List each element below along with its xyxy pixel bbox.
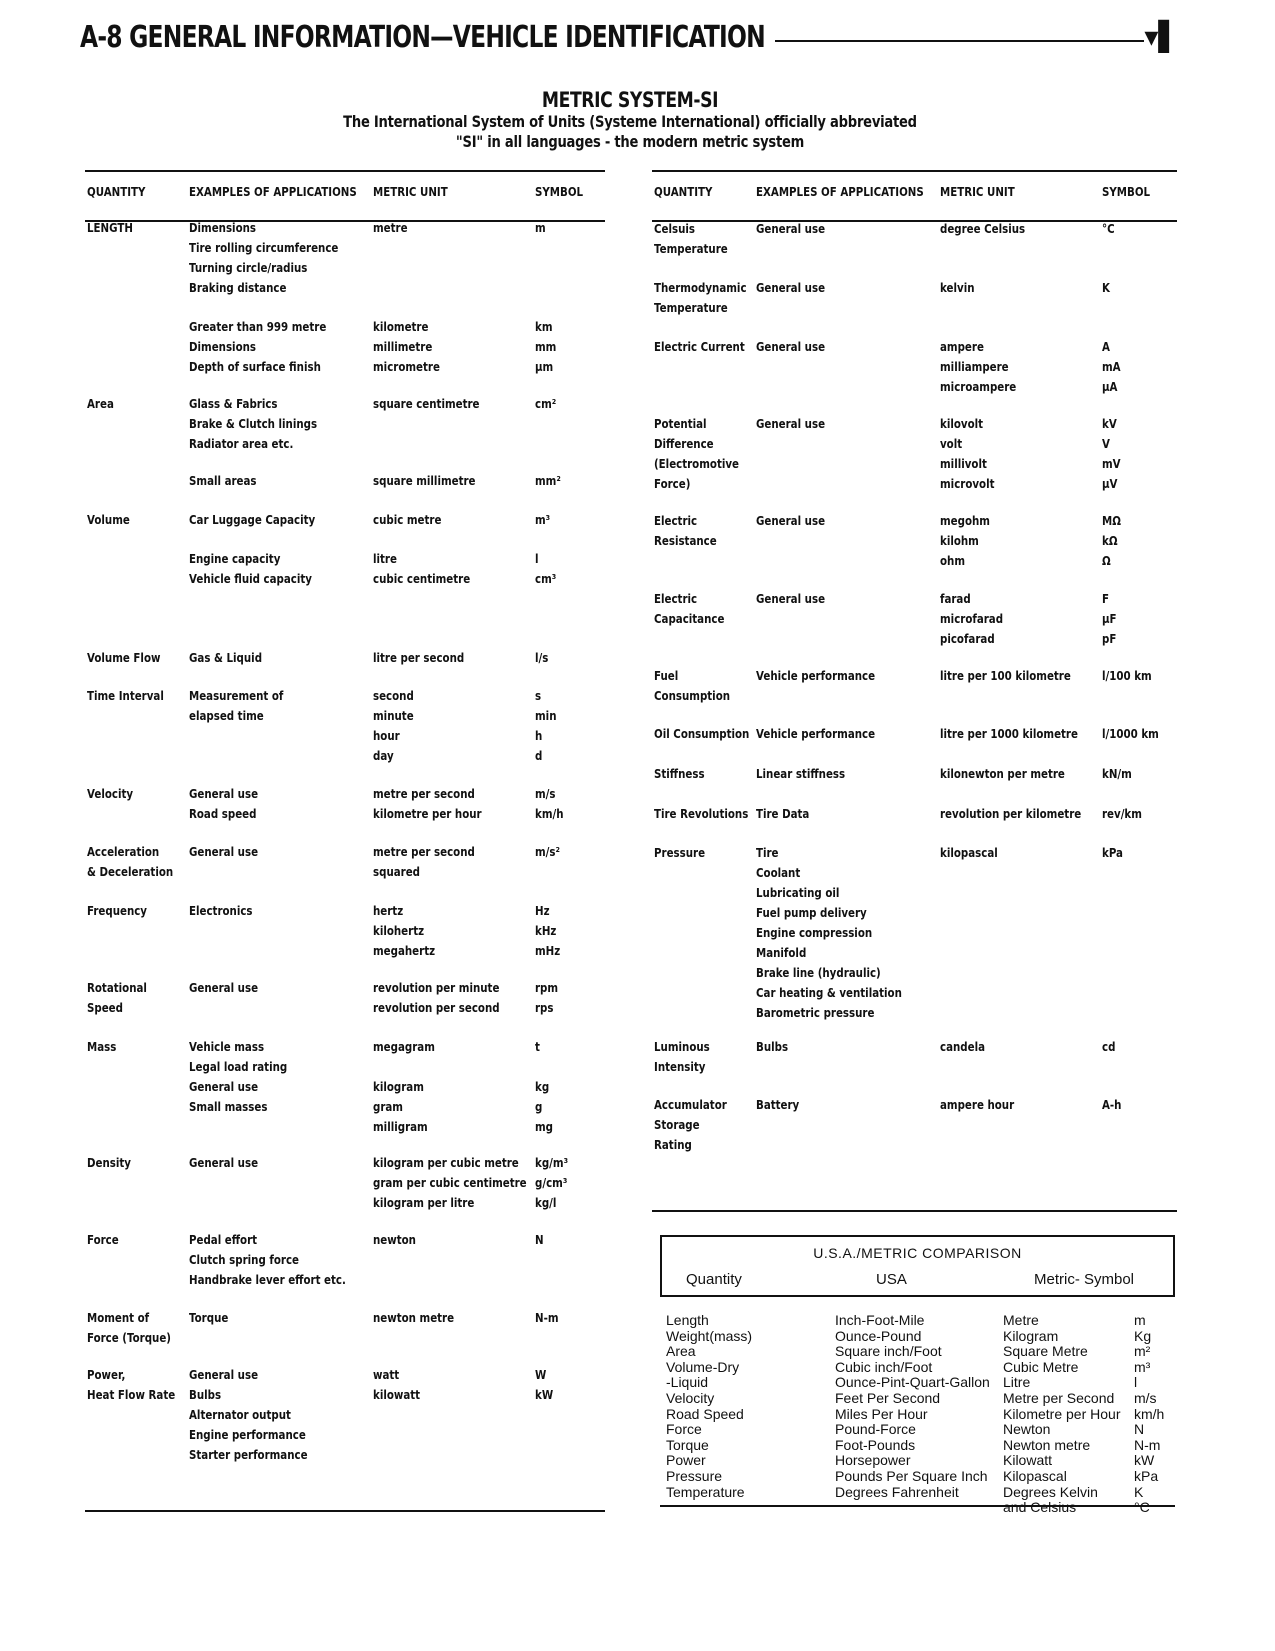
comparison-item: m/s xyxy=(1134,1389,1157,1406)
symbol-cell: m/s² xyxy=(535,844,561,859)
quantity-cell: Power, Heat Flow Rate xyxy=(87,1367,176,1402)
comparison-item: and Celsius xyxy=(1003,1499,1077,1516)
symbol-cell: mm² xyxy=(535,473,561,488)
quantity-cell: Potential Difference (Electromotive Force) xyxy=(654,416,739,491)
unit-cell: metre per second squared xyxy=(373,844,475,879)
col-quantity-header: QUANTITY xyxy=(654,184,713,199)
comparison-item: Cubic Metre xyxy=(1003,1358,1079,1375)
comparison-item: Area xyxy=(666,1343,696,1360)
examples-cell: General use xyxy=(756,416,826,431)
symbol-cell: t kg g mg xyxy=(535,1039,554,1134)
examples-cell: General use xyxy=(756,221,826,236)
comparison-head-usa: USA xyxy=(876,1271,907,1288)
section-subtitle-1: The International System of Units (Systeme International) officially abbreviated xyxy=(343,112,917,131)
comparison-header-box xyxy=(660,1235,1175,1297)
right-metric-table xyxy=(652,170,1177,1210)
symbol-cell: s min h d xyxy=(535,688,557,763)
examples-cell: Car Luggage Capacity xyxy=(189,512,316,527)
examples-cell: Linear stiffness xyxy=(756,766,846,781)
page-header xyxy=(80,20,1180,60)
header-rule xyxy=(775,40,1144,42)
quantity-cell: Force xyxy=(87,1232,119,1247)
comparison-item: Litre xyxy=(1003,1374,1031,1391)
symbol-cell: kPa xyxy=(1102,845,1123,860)
comparison-item: K xyxy=(1134,1483,1144,1500)
symbol-cell: l/s xyxy=(535,650,549,665)
symbol-cell: W kW xyxy=(535,1367,554,1402)
comparison-item: Weight(mass) xyxy=(666,1327,753,1344)
comparison-item: Volume-Dry xyxy=(666,1358,740,1375)
unit-cell: ampere milliampere microampere xyxy=(940,339,1017,394)
examples-cell: Torque xyxy=(189,1310,229,1325)
unit-cell: kilogram per cubic metre gram per cubic centimetre kilogram per litre xyxy=(373,1155,527,1210)
comparison-item: Pressure xyxy=(666,1467,723,1484)
symbol-cell: kg/m³ g/cm³ kg/l xyxy=(535,1155,569,1210)
comparison-item: Cubic inch/Foot xyxy=(835,1358,933,1375)
comparison-item: Horsepower xyxy=(835,1452,911,1469)
comparison-bottom-rule xyxy=(660,1505,1175,1507)
quantity-cell: Electric Resistance xyxy=(654,513,717,548)
quantity-cell: Moment of Force (Torque) xyxy=(87,1310,171,1345)
comparison-title: U.S.A./METRIC COMPARISON xyxy=(813,1245,1022,1261)
comparison-item: Foot-Pounds xyxy=(835,1436,916,1453)
comparison-item: Kilopascal xyxy=(1003,1467,1067,1484)
quantity-cell: Area xyxy=(87,396,114,411)
unit-cell: newton xyxy=(373,1232,416,1247)
comparison-item: Metre per Second xyxy=(1003,1389,1115,1406)
comparison-item: Force xyxy=(666,1421,702,1438)
comparison-item: Power xyxy=(666,1452,706,1469)
comparison-item: Square Metre xyxy=(1003,1343,1088,1360)
comparison-item: kPa xyxy=(1134,1467,1159,1484)
unit-cell: candela xyxy=(940,1039,986,1054)
symbol-cell: rev/km xyxy=(1102,806,1142,821)
quantity-cell: Stiffness xyxy=(654,766,705,781)
symbol-cell: F μF pF xyxy=(1102,591,1117,646)
title-block xyxy=(260,88,1000,152)
unit-cell: litre per 1000 kilometre xyxy=(940,726,1078,741)
quantity-cell: Oil Consumption xyxy=(654,726,750,741)
quantity-cell: Volume Flow xyxy=(87,650,161,665)
col-examples-header: EXAMPLES OF APPLICATIONS xyxy=(756,184,924,199)
col-quantity-header: QUANTITY xyxy=(87,184,146,199)
examples-cell: Electronics xyxy=(189,903,253,918)
examples-cell: General use xyxy=(756,591,826,606)
comparison-item: -Liquid xyxy=(666,1374,709,1391)
comparison-symbol-list xyxy=(1134,1313,1164,1516)
unit-cell: second minute hour day xyxy=(373,688,414,763)
unit-cell: litre per second xyxy=(373,650,465,665)
examples-cell: Gas & Liquid xyxy=(189,650,263,665)
unit-cell: square centimetre xyxy=(373,396,480,411)
comparison-head-metric: Metric- Symbol xyxy=(1034,1271,1135,1288)
examples-cell: Greater than 999 metre Dimensions Depth of surface finish xyxy=(189,319,327,374)
table-top-rule xyxy=(85,170,605,172)
col-unit-header: METRIC UNIT xyxy=(373,184,448,199)
col-unit-header: METRIC UNIT xyxy=(940,184,1015,199)
examples-cell: General use Bulbs Alternator output Engine performance Starter performance xyxy=(189,1367,308,1462)
comparison-item: N-m xyxy=(1134,1436,1161,1453)
comparison-item: l xyxy=(1134,1374,1138,1391)
quantity-cell: Density xyxy=(87,1155,131,1170)
examples-cell: Pedal effort Clutch spring force Handbrake lever effort etc. xyxy=(189,1232,346,1287)
examples-cell: Dimensions Tire rolling circumference Turning circle/radius Braking distance xyxy=(189,220,339,295)
symbol-cell: l/100 km xyxy=(1102,668,1152,683)
comparison-item: Kilometre per Hour xyxy=(1003,1405,1121,1422)
comparison-item: Miles Per Hour xyxy=(835,1405,928,1422)
quantity-cell: Thermodynamic Temperature xyxy=(654,280,747,315)
table-bottom-rule xyxy=(85,1510,605,1512)
table-bottom-rule xyxy=(652,1210,1177,1212)
symbol-cell: km mm μm xyxy=(535,319,557,374)
symbol-cell: cm² xyxy=(535,396,557,411)
unit-cell: kilometre millimetre micrometre xyxy=(373,319,440,374)
quantity-cell: Tire Revolutions xyxy=(654,806,749,821)
symbol-cell: l cm³ xyxy=(535,551,557,586)
unit-cell: metre per second kilometre per hour xyxy=(373,786,482,821)
quantity-cell: Celsuis Temperature xyxy=(654,221,728,256)
symbol-cell: kN/m xyxy=(1102,766,1132,781)
comparison-metric-list xyxy=(1003,1313,1121,1516)
unit-cell: degree Celsius xyxy=(940,221,1026,236)
table-header xyxy=(652,184,1177,214)
col-symbol-header: SYMBOL xyxy=(1102,184,1151,199)
comparison-item: Pound-Force xyxy=(835,1421,916,1438)
symbol-cell: m³ xyxy=(535,512,551,527)
col-examples-header: EXAMPLES OF APPLICATIONS xyxy=(189,184,357,199)
section-title: METRIC SYSTEM-SI xyxy=(541,88,719,112)
examples-cell: Engine capacity Vehicle fluid capacity xyxy=(189,551,312,586)
examples-cell: General use xyxy=(756,339,826,354)
quantity-cell: Luminous Intensity xyxy=(654,1039,710,1074)
symbol-cell: N xyxy=(535,1232,544,1247)
symbol-cell: MΩ kΩ Ω xyxy=(1102,513,1121,568)
unit-cell: ampere hour xyxy=(940,1097,1015,1112)
comparison-head-quantity: Quantity xyxy=(686,1271,742,1288)
comparison-item: Degrees Kelvin xyxy=(1003,1483,1098,1500)
examples-cell: General use xyxy=(189,844,259,859)
comparison-item: m³ xyxy=(1134,1358,1151,1375)
comparison-usa-list xyxy=(835,1313,990,1500)
unit-cell: kilonewton per metre xyxy=(940,766,1065,781)
symbol-cell: m/s km/h xyxy=(535,786,564,821)
unit-cell: hertz kilohertz megahertz xyxy=(373,903,436,958)
brand-logo-icon: ▾▌ xyxy=(1144,20,1180,53)
comparison-item: Velocity xyxy=(666,1389,715,1406)
left-metric-table xyxy=(85,170,605,1510)
comparison-item: m² xyxy=(1134,1343,1151,1360)
comparison-item: N xyxy=(1134,1421,1145,1438)
examples-cell: Glass & Fabrics Brake & Clutch linings Radiator area etc. xyxy=(189,396,318,451)
comparison-item: Ounce-Pound xyxy=(835,1327,922,1344)
quantity-cell: Fuel Consumption xyxy=(654,668,731,703)
quantity-cell: Velocity xyxy=(87,786,134,801)
symbol-cell: K xyxy=(1102,280,1110,295)
comparison-item: Newton metre xyxy=(1003,1436,1091,1453)
comparison-item: Pounds Per Square Inch xyxy=(835,1467,988,1484)
comparison-item: km/h xyxy=(1134,1405,1165,1422)
table-header xyxy=(85,184,605,214)
quantity-cell: Rotational Speed xyxy=(87,980,147,1015)
comparison-item: Degrees Fahrenheit xyxy=(835,1483,959,1500)
comparison-item: Ounce-Pint-Quart-Gallon xyxy=(835,1374,990,1391)
comparison-item: Kilowatt xyxy=(1003,1452,1053,1469)
examples-cell: Vehicle mass Legal load rating General use Small masses xyxy=(189,1039,288,1114)
symbol-cell: Hz kHz mHz xyxy=(535,903,561,958)
quantity-cell: Electric Capacitance xyxy=(654,591,725,626)
examples-cell: General use xyxy=(756,513,826,528)
unit-cell: litre cubic centimetre xyxy=(373,551,471,586)
unit-cell: newton metre xyxy=(373,1310,455,1325)
symbol-cell: kV V mV μV xyxy=(1102,416,1121,491)
examples-cell: Tire Coolant Lubricating oil Fuel pump delivery Engine compression Manifold Brake line (hydraulic) Car heating & ventilation Barometric pressure xyxy=(756,845,902,1020)
examples-cell: Bulbs xyxy=(756,1039,789,1054)
examples-cell: Small areas xyxy=(189,473,257,488)
examples-cell: General use xyxy=(756,280,826,295)
quantity-cell: Volume xyxy=(87,512,130,527)
comparison-item: Road Speed xyxy=(666,1405,744,1422)
col-symbol-header: SYMBOL xyxy=(535,184,584,199)
comparison-item: Metre xyxy=(1003,1312,1039,1328)
section-subtitle-2: "SI" in all languages - the modern metric system xyxy=(455,132,805,151)
page-title: A-8 GENERAL INFORMATION—VEHICLE IDENTIFICATION xyxy=(80,20,765,55)
quantity-cell: Pressure xyxy=(654,845,706,860)
unit-cell: kelvin xyxy=(940,280,975,295)
quantity-cell: Accumulator Storage Rating xyxy=(654,1097,727,1152)
comparison-item: Feet Per Second xyxy=(835,1389,941,1406)
comparison-item: Length xyxy=(666,1312,709,1328)
comparison-item: kW xyxy=(1134,1452,1155,1469)
unit-cell: metre xyxy=(373,220,408,235)
symbol-cell: m xyxy=(535,220,546,235)
examples-cell: Tire Data xyxy=(756,806,810,821)
symbol-cell: rpm rps xyxy=(535,980,559,1015)
quantity-cell: Electric Current xyxy=(654,339,745,354)
table-top-rule xyxy=(652,170,1177,172)
examples-cell: Measurement of elapsed time xyxy=(189,688,284,723)
comparison-item: Newton xyxy=(1003,1421,1051,1438)
unit-cell: cubic metre xyxy=(373,512,442,527)
symbol-cell: °C xyxy=(1102,221,1115,236)
symbol-cell: cd xyxy=(1102,1039,1116,1054)
quantity-cell: Frequency xyxy=(87,903,148,918)
unit-cell: kilovolt volt millivolt microvolt xyxy=(940,416,995,491)
symbol-cell: l/1000 km xyxy=(1102,726,1159,741)
examples-cell: Battery xyxy=(756,1097,800,1112)
examples-cell: General use xyxy=(189,980,259,995)
quantity-cell: Time Interval xyxy=(87,688,164,703)
quantity-cell: LENGTH xyxy=(87,220,133,235)
comparison-item: Torque xyxy=(666,1436,709,1453)
unit-cell: square millimetre xyxy=(373,473,476,488)
symbol-cell: A mA μA xyxy=(1102,339,1121,394)
comparison-item: °C xyxy=(1134,1499,1150,1516)
symbol-cell: A-h xyxy=(1102,1097,1122,1112)
unit-cell: megagram kilogram gram milligram xyxy=(373,1039,435,1134)
comparison-item: Temperature xyxy=(666,1483,745,1500)
unit-cell: megohm kilohm ohm xyxy=(940,513,990,568)
unit-cell: revolution per minute revolution per second xyxy=(373,980,500,1015)
examples-cell: Vehicle performance xyxy=(756,668,876,683)
symbol-cell: N-m xyxy=(535,1310,559,1325)
examples-cell: Vehicle performance xyxy=(756,726,876,741)
unit-cell: kilopascal xyxy=(940,845,998,860)
quantity-cell: Mass xyxy=(87,1039,117,1054)
unit-cell: farad microfarad picofarad xyxy=(940,591,1004,646)
examples-cell: General use Road speed xyxy=(189,786,259,821)
unit-cell: revolution per kilometre xyxy=(940,806,1082,821)
comparison-item: Kg xyxy=(1134,1327,1152,1344)
comparison-item: Inch-Foot-Mile xyxy=(835,1312,925,1328)
comparison-item: Kilogram xyxy=(1003,1327,1059,1344)
comparison-quantity-list xyxy=(666,1313,752,1500)
examples-cell: General use xyxy=(189,1155,259,1170)
unit-cell: watt kilowatt xyxy=(373,1367,421,1402)
comparison-item: m xyxy=(1134,1312,1146,1328)
unit-cell: litre per 100 kilometre xyxy=(940,668,1071,683)
quantity-cell: Acceleration & Deceleration xyxy=(87,844,174,879)
comparison-item: Square inch/Foot xyxy=(835,1343,942,1360)
